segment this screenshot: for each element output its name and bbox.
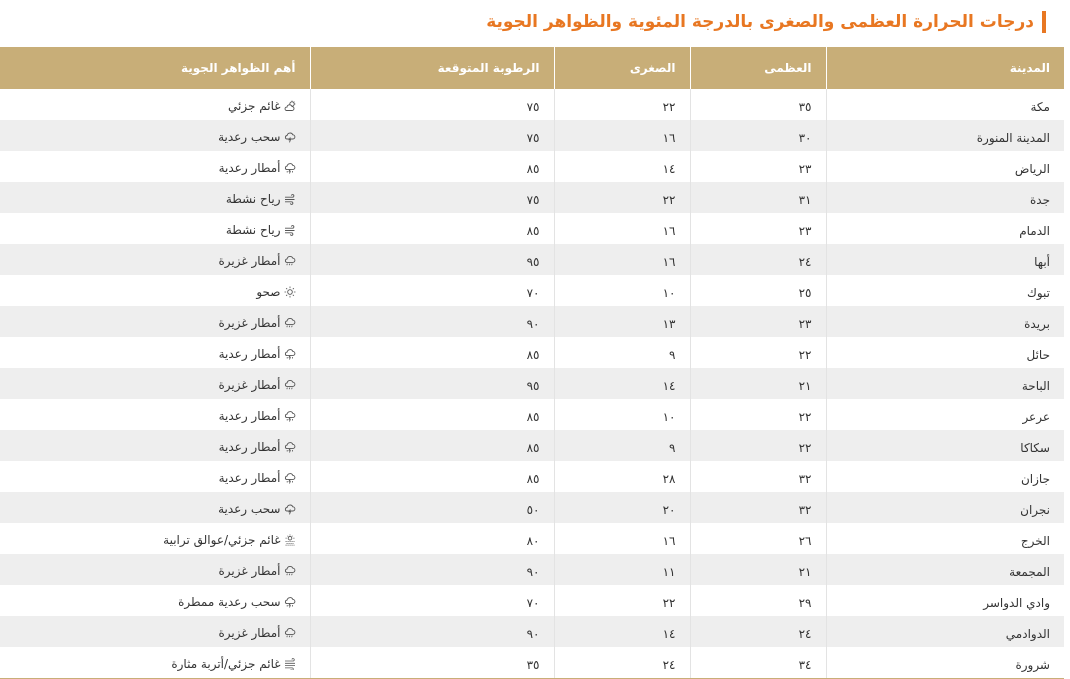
condition-label: أمطار غزيرة [218,315,281,330]
cell-min: ١٤ [554,616,690,647]
thunder-rain-icon [284,348,296,360]
condition [178,595,295,609]
table-row [0,244,1064,275]
cell-city: الرياض [826,151,1064,182]
table-row [0,337,1064,368]
cell-max: ٢٣ [690,151,826,182]
cell-min: ٢٢ [554,182,690,213]
cell-max: ٣٢ [690,461,826,492]
table-row [0,306,1064,337]
cell-min: ١٤ [554,368,690,399]
table-row [0,151,1064,182]
cell-phenomena [0,275,310,306]
title-accent-bar [1042,11,1046,33]
cell-min: ١٦ [554,213,690,244]
cell-city: سكاكا [826,430,1064,461]
cell-humidity: ٩٠ [310,616,554,647]
header-max: العظمى [690,47,826,89]
cell-phenomena [0,399,310,430]
condition-label: غائم جزئي/عوالق ترابية [163,532,281,547]
cell-humidity: ٣٥ [310,647,554,679]
cell-max: ٢٢ [690,430,826,461]
cell-phenomena [0,523,310,554]
cell-phenomena [0,151,310,182]
thunder-rain-icon [284,410,296,422]
thunder-rain-icon [284,441,296,453]
cell-humidity: ٨٥ [310,430,554,461]
cell-humidity: ٧٠ [310,585,554,616]
cell-phenomena [0,554,310,585]
cell-min: ١٣ [554,306,690,337]
cell-min: ١٤ [554,151,690,182]
blowing-dust-icon [284,658,296,670]
cell-min: ٢٢ [554,585,690,616]
cell-min: ٢٢ [554,89,690,120]
cell-max: ٢٣ [690,213,826,244]
cell-city: الخرج [826,523,1064,554]
cell-humidity: ٩٠ [310,554,554,585]
cell-phenomena [0,182,310,213]
cell-max: ٣٤ [690,647,826,679]
cell-city: مكة [826,89,1064,120]
cell-humidity: ٥٠ [310,492,554,523]
cell-city: المدينة المنورة [826,120,1064,151]
table-row [0,523,1064,554]
table-row [0,430,1064,461]
cell-humidity: ٧٥ [310,89,554,120]
cell-city: جازان [826,461,1064,492]
cell-max: ٢٩ [690,585,826,616]
condition [226,192,296,206]
cell-min: ١٦ [554,120,690,151]
cell-phenomena [0,461,310,492]
wind-icon [284,224,296,236]
cell-phenomena [0,430,310,461]
cell-humidity: ٨٠ [310,523,554,554]
table-row [0,616,1064,647]
partly-cloudy-icon [284,100,296,112]
cell-phenomena [0,244,310,275]
table-row [0,399,1064,430]
condition-label: أمطار رعدية [218,408,281,423]
cell-humidity: ٧٥ [310,120,554,151]
cell-max: ٢٢ [690,399,826,430]
condition [219,347,296,361]
cell-max: ٢٦ [690,523,826,554]
heavy-rain-icon [284,317,296,329]
cell-min: ٩ [554,337,690,368]
cell-max: ٣٠ [690,120,826,151]
condition [219,161,296,175]
dust-icon [284,534,296,546]
cell-min: ١٦ [554,244,690,275]
cell-min: ٢٨ [554,461,690,492]
condition [256,285,295,299]
table-row [0,368,1064,399]
condition [218,254,295,268]
cell-humidity: ٧٠ [310,275,554,306]
condition [218,564,295,578]
condition [219,471,296,485]
header-phenomena: أهم الظواهر الجوية [0,47,310,89]
cell-humidity: ٨٥ [310,399,554,430]
cell-phenomena [0,306,310,337]
cell-phenomena [0,647,310,679]
table-row [0,275,1064,306]
cell-humidity: ٩٥ [310,368,554,399]
cell-phenomena [0,368,310,399]
cell-min: ١٠ [554,275,690,306]
cell-city: الدمام [826,213,1064,244]
table-row [0,89,1064,120]
cell-max: ٢٤ [690,244,826,275]
cell-humidity: ٨٥ [310,461,554,492]
cell-max: ٣٥ [690,89,826,120]
condition-label: أمطار رعدية [218,346,281,361]
condition [218,626,295,640]
cell-min: ٢٤ [554,647,690,679]
condition [218,502,295,516]
table-header-row [0,47,1064,89]
cell-min: ٩ [554,430,690,461]
cell-max: ٣١ [690,182,826,213]
condition-label: أمطار رعدية [218,439,281,454]
table-row [0,182,1064,213]
cell-phenomena [0,213,310,244]
table-row [0,554,1064,585]
condition-label: أمطار غزيرة [218,625,281,640]
condition-label: سحب رعدية [218,501,281,516]
condition-label: أمطار رعدية [218,470,281,485]
thunder-cloud-icon [284,131,296,143]
condition-label: رياح نشطة [225,222,281,237]
heavy-rain-icon [284,255,296,267]
header-min: الصغرى [554,47,690,89]
condition [218,316,295,330]
condition-label: غائم جزئي [228,98,281,113]
weather-table [0,47,1064,679]
cell-humidity: ٨٥ [310,151,554,182]
cell-max: ٢١ [690,368,826,399]
cell-humidity: ٩٥ [310,244,554,275]
condition-label: أمطار رعدية [218,160,281,175]
table-row [0,647,1064,679]
cell-city: جدة [826,182,1064,213]
cell-max: ٢٤ [690,616,826,647]
cell-city: عرعر [826,399,1064,430]
condition-label: رياح نشطة [225,191,281,206]
condition [171,657,295,671]
condition [226,223,296,237]
cell-humidity: ٨٥ [310,213,554,244]
cell-city: شرورة [826,647,1064,679]
cell-city: حائل [826,337,1064,368]
cell-city: بريدة [826,306,1064,337]
heavy-rain-icon [284,565,296,577]
page-title: درجات الحرارة العظمى والصغرى بالدرجة المئوية والظواهر الجوية [486,12,1034,32]
sun-icon [284,286,296,298]
thunder-rain-icon [284,472,296,484]
condition [219,440,296,454]
condition-label: أمطار غزيرة [218,377,281,392]
condition [218,130,295,144]
condition-label: صحو [256,284,281,299]
table-row [0,585,1064,616]
cell-city: نجران [826,492,1064,523]
wind-icon [284,193,296,205]
table-row [0,461,1064,492]
cell-city: الباحة [826,368,1064,399]
cell-phenomena [0,120,310,151]
cell-phenomena [0,616,310,647]
header-humidity: الرطوبة المتوقعة [310,47,554,89]
cell-city: أبها [826,244,1064,275]
thunder-rain-icon [284,162,296,174]
thunder-rain-icon [284,596,296,608]
condition-label: سحب رعدية ممطرة [178,594,281,609]
section-title [486,10,1046,34]
cell-min: ٢٠ [554,492,690,523]
table-row [0,492,1064,523]
cell-min: ١٠ [554,399,690,430]
cell-city: تبوك [826,275,1064,306]
cell-phenomena [0,492,310,523]
cell-humidity: ٩٠ [310,306,554,337]
cell-humidity: ٨٥ [310,337,554,368]
cell-humidity: ٧٥ [310,182,554,213]
cell-city: وادي الدواسر [826,585,1064,616]
cell-min: ١٦ [554,523,690,554]
heavy-rain-icon [284,627,296,639]
condition [228,99,295,113]
condition [163,533,295,547]
cell-max: ٢٥ [690,275,826,306]
condition [218,378,295,392]
condition-label: أمطار غزيرة [218,563,281,578]
cell-phenomena [0,337,310,368]
condition-label: سحب رعدية [218,129,281,144]
cell-max: ٢٣ [690,306,826,337]
cell-min: ١١ [554,554,690,585]
cell-phenomena [0,89,310,120]
condition-label: غائم جزئي/أتربة مثارة [171,656,281,671]
cell-max: ٢١ [690,554,826,585]
thunder-cloud-icon [284,503,296,515]
cell-phenomena [0,585,310,616]
condition-label: أمطار غزيرة [218,253,281,268]
cell-city: الدوادمي [826,616,1064,647]
header-city: المدينة [826,47,1064,89]
table-row [0,213,1064,244]
cell-max: ٢٢ [690,337,826,368]
cell-max: ٣٢ [690,492,826,523]
table-row [0,120,1064,151]
heavy-rain-icon [284,379,296,391]
condition [219,409,296,423]
cell-city: المجمعة [826,554,1064,585]
